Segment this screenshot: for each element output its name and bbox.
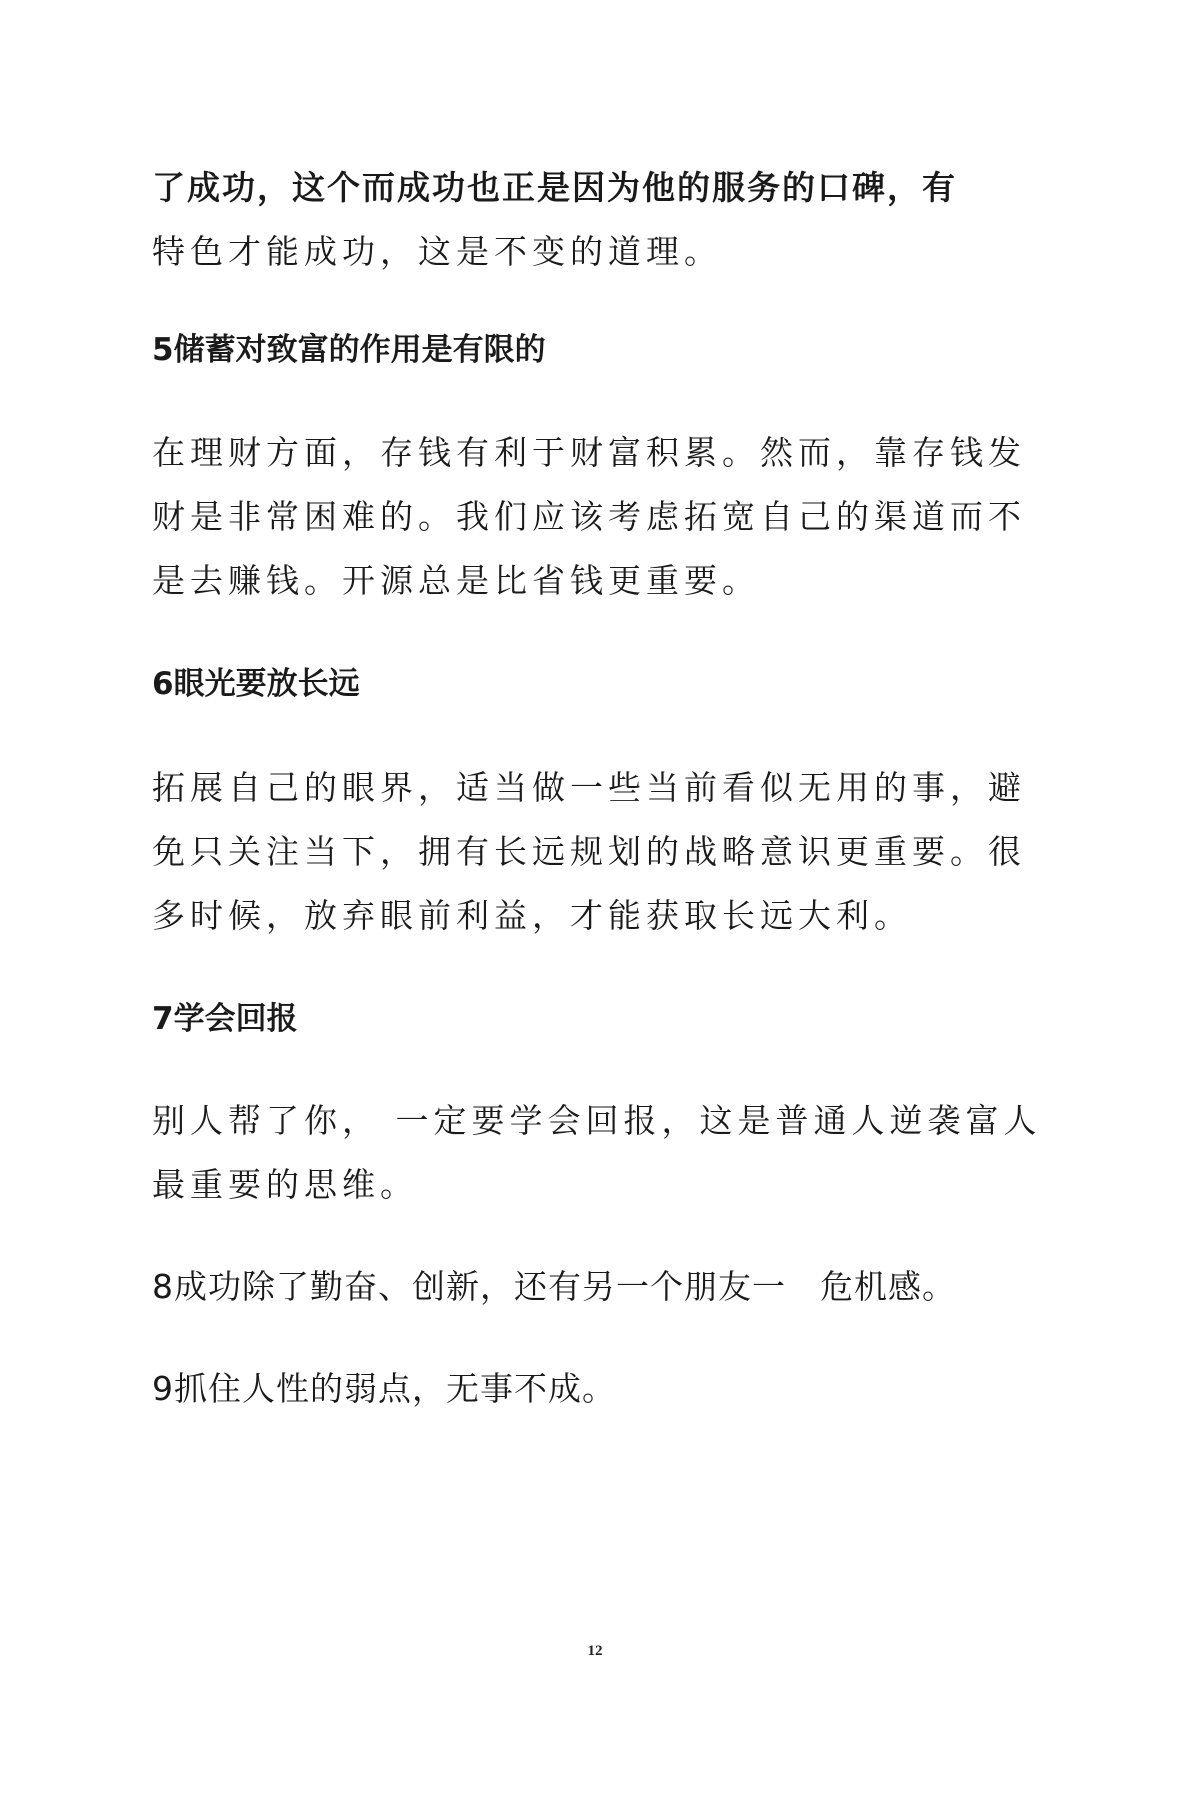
section-7-line-1: 别人帮了你， 一定要学会回报，这是普通人逆袭富人 bbox=[152, 1101, 1042, 1140]
intro-line-1: 了成功，这个而成功也正是因为他的服务的口碑，有 bbox=[152, 168, 957, 207]
section-5-line-3: 是去赚钱。开源总是比省钱更重要。 bbox=[152, 561, 760, 600]
section-7-line-2: 最重要的思维。 bbox=[152, 1165, 418, 1204]
page-number: 12 bbox=[587, 1643, 603, 1659]
section-5-heading: 5储蓄对致富的作用是有限的 bbox=[152, 332, 546, 368]
item-9-text: 9抓住人性的弱点，无事不成。 bbox=[152, 1369, 616, 1408]
section-7-heading: 7学会回报 bbox=[152, 1001, 298, 1037]
section-6-line-1: 拓展自己的眼界，适当做一些当前看似无用的事，避 bbox=[152, 768, 1026, 807]
section-6-line-3: 多时候，放弃眼前利益，才能获取长远大利。 bbox=[152, 896, 912, 935]
section-6-heading: 6眼光要放长远 bbox=[152, 666, 360, 702]
section-6-line-2: 免只关注当下，拥有长远规划的战略意识更重要。很 bbox=[152, 832, 1026, 871]
item-8-text: 8成功除了勤奋、创新，还有另一个朋友一 危机感。 bbox=[152, 1267, 956, 1306]
intro-line-2: 特色才能成功，这是不变的道理。 bbox=[152, 232, 722, 271]
section-5-line-2: 财是非常困难的。我们应该考虑拓宽自己的渠道而不 bbox=[152, 497, 1026, 536]
section-5-line-1: 在理财方面，存钱有利于财富积累。然而，靠存钱发 bbox=[152, 433, 1026, 472]
